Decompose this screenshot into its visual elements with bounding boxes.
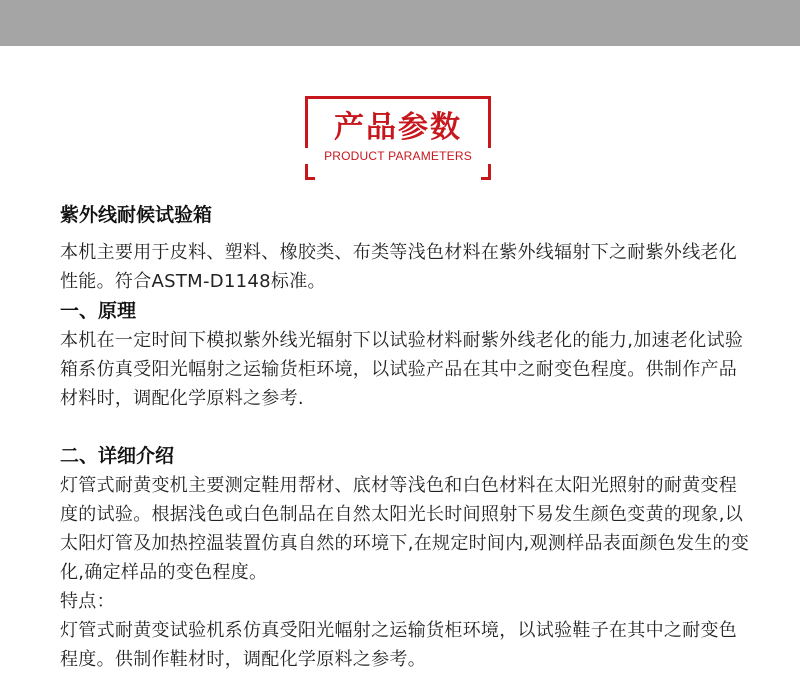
section-details-body: 灯管式耐黄变机主要测定鞋用帮材、底材等浅色和白色材料在太阳光照射的耐黄变程度的试验。根据浅色或白色制品在自然太阳光长时间照射下易发生颜色变黄的现象,以太阳灯管及加热控温装置仿真自然的环境下,在规定时间内,观测样品表面颜色发生的变化,确定样品的变色程度。 <box>60 475 750 583</box>
section-principle-body: 本机在一定时间下模拟紫外线光辐射下以试验材料耐紫外线老化的能力,加速老化试验箱系仿真受阳光幅射之运输货柜环境，以试验产品在其中之耐变色程度。供制作产品材料时，调配化学原料之参考. <box>60 330 744 409</box>
top-banner-bar <box>0 0 800 46</box>
section-details-heading: 二、详细介绍 <box>60 445 175 467</box>
features-label: 特点： <box>60 591 115 612</box>
badge-title: 产品参数 <box>334 110 462 145</box>
section-spacer <box>60 413 750 441</box>
badge-subtitle: PRODUCT PARAMETERS <box>305 148 491 164</box>
product-title: 紫外线耐候试验箱 <box>60 204 213 226</box>
badge-frame-bottom-left <box>305 177 315 180</box>
badge-frame-top <box>305 96 491 99</box>
badge-frame-bottom-right <box>481 177 491 180</box>
section-principle-heading: 一、原理 <box>60 300 137 322</box>
features-body: 灯管式耐黄变试验机系仿真受阳光幅射之运输货柜环境，以试验鞋子在其中之耐变色程度。供制作鞋材时，调配化学原料之参考。 <box>60 620 738 670</box>
section-badge <box>305 96 491 180</box>
intro-paragraph: 本机主要用于皮料、塑料、橡胶类、布类等浅色材料在紫外线辐射下之耐紫外线老化性能。符合ASTM-D1148标准。 <box>60 242 738 292</box>
product-description <box>60 200 750 674</box>
